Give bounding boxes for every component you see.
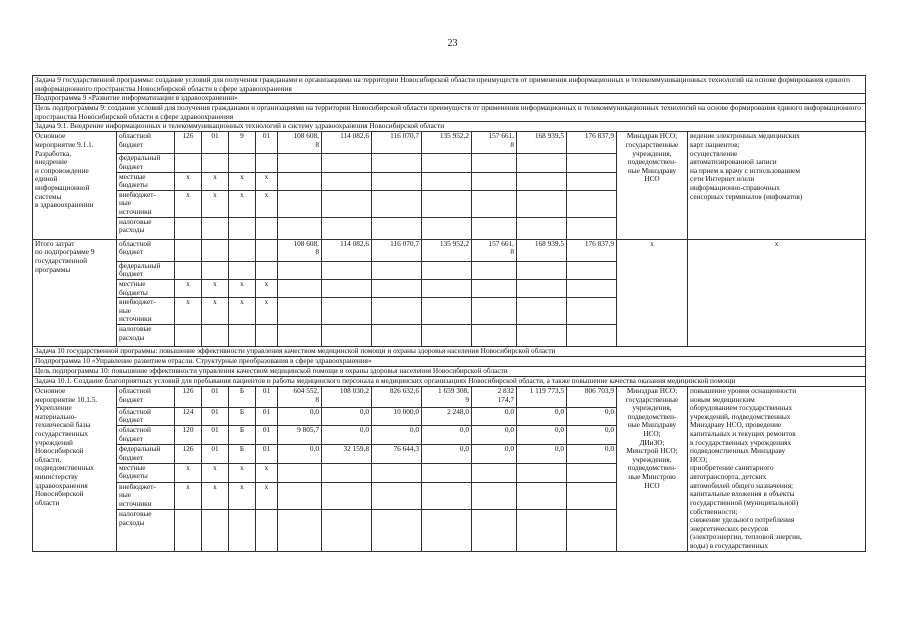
amount-cell: 0,0	[472, 445, 517, 464]
amount-cell	[517, 217, 567, 239]
budget-code: 01	[256, 132, 278, 154]
amount-cell: 32 159,8	[322, 445, 372, 464]
amount-cell: 135 952,2	[422, 132, 472, 154]
subprogram9-header: Подпрограмма 9 «Развитие информатизации в здравоохранении»	[33, 94, 866, 104]
amount-cell	[372, 217, 422, 239]
amount-cell	[567, 279, 617, 297]
funding-source: местные бюджеты	[117, 172, 175, 190]
amount-cell	[517, 510, 567, 551]
amount-cell	[278, 510, 322, 551]
amount-cell: 0,0	[517, 426, 567, 445]
amount-cell	[322, 190, 372, 217]
budget-code	[229, 261, 256, 279]
amount-cell: 157 661, 8	[472, 132, 517, 154]
amount-cell	[422, 298, 472, 325]
amount-cell	[422, 463, 472, 482]
funding-source: областной бюджет	[117, 239, 175, 261]
amount-cell: 168 939,5	[517, 132, 567, 154]
task9-header: Задача 9 государственной программы: создание условий для получения гражданами и организациями на территории Новосибирской области преимуществ от применения информационных и телекоммуникационных технологий на основе формирования единого информационного пространства Новосибирской области в сфере здравоохранения	[33, 76, 866, 94]
budget-code: Б	[229, 407, 256, 426]
activity-name: Основное мероприятие 9.1.1. Разработка, внедрение и сопровождение единой информационной системы в здравоохранении	[33, 132, 117, 239]
budget-code: 126	[175, 132, 202, 154]
amount-cell	[472, 217, 517, 239]
amount-cell	[472, 190, 517, 217]
amount-cell: 0,0	[567, 445, 617, 464]
amount-cell	[278, 279, 322, 297]
budget-code: х	[175, 190, 202, 217]
amount-cell	[422, 172, 472, 190]
budget-code: х	[202, 190, 229, 217]
budget-code	[229, 324, 256, 346]
amount-cell	[278, 482, 322, 510]
budget-code	[256, 510, 278, 551]
amount-cell	[372, 324, 422, 346]
amount-cell	[472, 172, 517, 190]
amount-cell	[472, 324, 517, 346]
expected-result: повышение уровня оснащенности новым медицинским оборудованием государственных учреждений, подведомственных Минздраву НСО, проведение капитальных и текущих ремонтов в государственных учреждениях подведомственных Минздраву НСО; приобретение санитарного автотранспорта, детских автомобилей общего назначения; капитальные вложения в объекты государственной (муниципальной) собственности; снижение удельного потребления энергетических ресурсов (электроэнергии, тепловой энергии, воды) в государственных	[688, 386, 866, 551]
budget-code: 9	[229, 132, 256, 154]
budget-code: х	[175, 298, 202, 325]
amount-cell: 114 082,6	[322, 132, 372, 154]
amount-cell	[322, 261, 372, 279]
budget-code: 01	[202, 426, 229, 445]
amount-cell: 0,0	[517, 407, 567, 426]
amount-cell	[517, 154, 567, 172]
budget-code	[202, 217, 229, 239]
budget-code	[202, 261, 229, 279]
amount-cell	[322, 154, 372, 172]
funding-source: внебюджет- ные источники	[117, 298, 175, 325]
budget-code: х	[229, 463, 256, 482]
budget-code	[256, 324, 278, 346]
amount-cell	[422, 154, 472, 172]
executor-cell: Минздрав НСО; государственные учреждения, подведомствен- ные Минздраву НСО; ДИиЗО; Минстрой НСО; учреждения, подведомствен- ные Минстрою НСО	[617, 386, 688, 551]
budget-code: х	[229, 279, 256, 297]
budget-code: х	[202, 298, 229, 325]
budget-code	[175, 510, 202, 551]
program-table	[32, 75, 866, 552]
amount-cell	[472, 261, 517, 279]
amount-cell	[517, 463, 567, 482]
budget-code: х	[202, 463, 229, 482]
amount-cell	[517, 482, 567, 510]
amount-cell	[322, 324, 372, 346]
budget-code: 01	[256, 407, 278, 426]
budget-code: 01	[202, 445, 229, 464]
amount-cell	[278, 298, 322, 325]
amount-cell	[278, 190, 322, 217]
amount-cell: 1 659 308, 9	[422, 386, 472, 407]
budget-code: х	[175, 172, 202, 190]
budget-code: х	[175, 482, 202, 510]
budget-code	[202, 239, 229, 261]
budget-code: х	[229, 190, 256, 217]
amount-cell: 1 119 773,5	[517, 386, 567, 407]
amount-cell: 0,0	[472, 407, 517, 426]
amount-cell	[322, 279, 372, 297]
amount-cell	[422, 482, 472, 510]
amount-cell	[567, 324, 617, 346]
budget-code: 126	[175, 386, 202, 407]
funding-source: областной бюджет	[117, 407, 175, 426]
amount-cell: 604 552, 8	[278, 386, 322, 407]
table-row	[33, 132, 866, 154]
task10-1-header: Задача 10.1. Создание благоприятных условий для пребывания пациентов и работы медицинского персонала в медицинских организациях Новосибирской области, а также повышение качества оказания медицинской помощи	[33, 376, 866, 386]
budget-code	[175, 261, 202, 279]
amount-cell	[372, 154, 422, 172]
amount-cell: 176 837,9	[567, 132, 617, 154]
executor-cell: Минздрав НСО; государственные учреждения, подведомствен- ные Минздраву НСО	[617, 132, 688, 239]
amount-cell	[472, 298, 517, 325]
amount-cell	[567, 190, 617, 217]
amount-cell	[517, 261, 567, 279]
amount-cell	[278, 217, 322, 239]
executor-cell: х	[617, 239, 688, 346]
budget-code	[175, 324, 202, 346]
budget-code: Б	[229, 426, 256, 445]
amount-cell: 157 661, 8	[472, 239, 517, 261]
funding-source: областной бюджет	[117, 132, 175, 154]
amount-cell: 76 644,3	[372, 445, 422, 464]
budget-code	[256, 239, 278, 261]
budget-code	[256, 154, 278, 172]
amount-cell	[322, 463, 372, 482]
subprogram10-header: Подпрограмма 10 «Управление развитием отрасли. Структурные преобразования в сфере здравоохранения»	[33, 356, 866, 366]
amount-cell	[567, 482, 617, 510]
goal9-header: Цель подпрограммы 9: создание условий для получения гражданами и организациями на территории Новосибирской области преимуществ от применения информационных и телекоммуникационных технологий на основе формирования единого информационного пространства Новосибирской области в сфере здравоохранения	[33, 104, 866, 122]
budget-code: Б	[229, 386, 256, 407]
activity-name: Основное мероприятие 10.1.5. Укрепление материально- технической базы государственных учреждений Новосибирской области, подведомственных министерству здравоохранения Новосибирской области	[33, 386, 117, 551]
budget-code: х	[256, 298, 278, 325]
amount-cell	[278, 154, 322, 172]
budget-code	[256, 261, 278, 279]
amount-cell: 0,0	[422, 445, 472, 464]
budget-code	[229, 510, 256, 551]
amount-cell	[567, 172, 617, 190]
budget-code	[175, 217, 202, 239]
funding-source: налоговые расходы	[117, 217, 175, 239]
budget-code	[229, 154, 256, 172]
funding-source: федеральный бюджет	[117, 154, 175, 172]
budget-code: 01	[256, 386, 278, 407]
amount-cell: 0,0	[322, 407, 372, 426]
amount-cell: 176 837,9	[567, 239, 617, 261]
budget-code	[229, 239, 256, 261]
budget-code: 01	[202, 407, 229, 426]
budget-code: 126	[175, 445, 202, 464]
funding-source: налоговые расходы	[117, 324, 175, 346]
amount-cell: 10 000,0	[372, 407, 422, 426]
task9-1-header: Задача 9.1. Внедрение информационных и телекоммуникационных технологий в систему здравоохранения Новосибирской области	[33, 122, 866, 132]
amount-cell: 9 805,7	[278, 426, 322, 445]
budget-code	[202, 510, 229, 551]
budget-code: х	[256, 172, 278, 190]
amount-cell: 826 632,6	[372, 386, 422, 407]
funding-source: областной бюджет	[117, 426, 175, 445]
funding-source: областной бюджет	[117, 386, 175, 407]
budget-code: х	[256, 190, 278, 217]
budget-code: х	[256, 482, 278, 510]
amount-cell: 0,0	[567, 426, 617, 445]
budget-code: х	[202, 482, 229, 510]
amount-cell	[472, 463, 517, 482]
budget-code: х	[229, 172, 256, 190]
amount-cell	[278, 261, 322, 279]
budget-code	[175, 154, 202, 172]
page-number: 23	[447, 38, 458, 49]
budget-code: х	[202, 279, 229, 297]
budget-code: 01	[256, 426, 278, 445]
amount-cell: 0,0	[278, 445, 322, 464]
budget-code: х	[175, 279, 202, 297]
amount-cell: 114 082,6	[322, 239, 372, 261]
funding-source: местные бюджеты	[117, 463, 175, 482]
amount-cell: 806 703,9	[567, 386, 617, 407]
amount-cell	[322, 482, 372, 510]
amount-cell	[372, 510, 422, 551]
amount-cell	[372, 463, 422, 482]
amount-cell	[472, 510, 517, 551]
amount-cell: 108 030,2	[322, 386, 372, 407]
amount-cell	[372, 190, 422, 217]
amount-cell	[567, 298, 617, 325]
amount-cell	[567, 261, 617, 279]
budget-code: Б	[229, 445, 256, 464]
amount-cell: 116 070,7	[372, 239, 422, 261]
amount-cell: 116 070,7	[372, 132, 422, 154]
amount-cell	[372, 261, 422, 279]
amount-cell	[322, 510, 372, 551]
budget-code: 124	[175, 407, 202, 426]
amount-cell: 0,0	[517, 445, 567, 464]
amount-cell	[517, 190, 567, 217]
amount-cell	[422, 190, 472, 217]
budget-code: х	[229, 298, 256, 325]
amount-cell: 0,0	[472, 426, 517, 445]
budget-code: х	[202, 172, 229, 190]
amount-cell	[422, 261, 472, 279]
amount-cell: 0,0	[422, 426, 472, 445]
amount-cell	[567, 217, 617, 239]
budget-code: х	[256, 279, 278, 297]
amount-cell	[372, 298, 422, 325]
amount-cell	[278, 463, 322, 482]
amount-cell: 168 939,5	[517, 239, 567, 261]
amount-cell	[472, 154, 517, 172]
funding-source: федеральный бюджет	[117, 445, 175, 464]
budget-code: х	[175, 463, 202, 482]
amount-cell: 0,0	[278, 407, 322, 426]
funding-source: внебюджет- ные источники	[117, 482, 175, 510]
amount-cell: 0,0	[567, 407, 617, 426]
amount-cell	[517, 172, 567, 190]
funding-source: налоговые расходы	[117, 510, 175, 551]
amount-cell: 0,0	[322, 426, 372, 445]
amount-cell	[322, 217, 372, 239]
funding-source: внебюджет- ные источники	[117, 190, 175, 217]
amount-cell	[372, 279, 422, 297]
amount-cell: 2 248,0	[422, 407, 472, 426]
amount-cell	[422, 510, 472, 551]
amount-cell	[567, 510, 617, 551]
funding-source: федеральный бюджет	[117, 261, 175, 279]
amount-cell	[422, 217, 472, 239]
amount-cell	[517, 298, 567, 325]
amount-cell	[472, 482, 517, 510]
table-row	[33, 386, 866, 407]
amount-cell	[322, 172, 372, 190]
table-row	[33, 239, 866, 261]
funding-source: местные бюджеты	[117, 279, 175, 297]
amount-cell	[372, 172, 422, 190]
amount-cell	[422, 279, 472, 297]
amount-cell	[567, 463, 617, 482]
amount-cell	[322, 298, 372, 325]
budget-code: 01	[202, 386, 229, 407]
goal10-header: Цель подпрограммы 10: повышение эффективности управления качеством медицинской помощи и охраны здоровья населения Новосибирской области	[33, 366, 866, 376]
budget-code: х	[256, 463, 278, 482]
amount-cell: 0,0	[372, 426, 422, 445]
amount-cell: 2 832 174,7	[472, 386, 517, 407]
task10-header: Задача 10 государственной программы: повышение эффективности управления качеством медицинской помощи и охраны здоровья населения Новосибирской области	[33, 346, 866, 356]
budget-code	[175, 239, 202, 261]
budget-code	[202, 154, 229, 172]
amount-cell	[278, 324, 322, 346]
amount-cell	[372, 482, 422, 510]
budget-code: х	[229, 482, 256, 510]
budget-code	[202, 324, 229, 346]
amount-cell: 135 952,2	[422, 239, 472, 261]
budget-code	[229, 217, 256, 239]
amount-cell	[517, 279, 567, 297]
expected-result: х	[688, 239, 866, 346]
amount-cell	[422, 324, 472, 346]
amount-cell	[517, 324, 567, 346]
expected-result: ведение электронных медицинских карт пациентов; осуществление автоматизированной записи на прием к врачу с использованием сети Интернет и/или информационно-справочных сенсорных терминалов (инфоматов)	[688, 132, 866, 239]
amount-cell	[278, 172, 322, 190]
amount-cell: 108 608, 8	[278, 132, 322, 154]
budget-code: 01	[256, 445, 278, 464]
budget-code	[256, 217, 278, 239]
amount-cell: 108 608, 8	[278, 239, 322, 261]
amount-cell	[472, 279, 517, 297]
activity-name: Итого затрат по подпрограмме 9 государственной программы	[33, 239, 117, 346]
amount-cell	[567, 154, 617, 172]
budget-code: 01	[202, 132, 229, 154]
budget-code: 120	[175, 426, 202, 445]
